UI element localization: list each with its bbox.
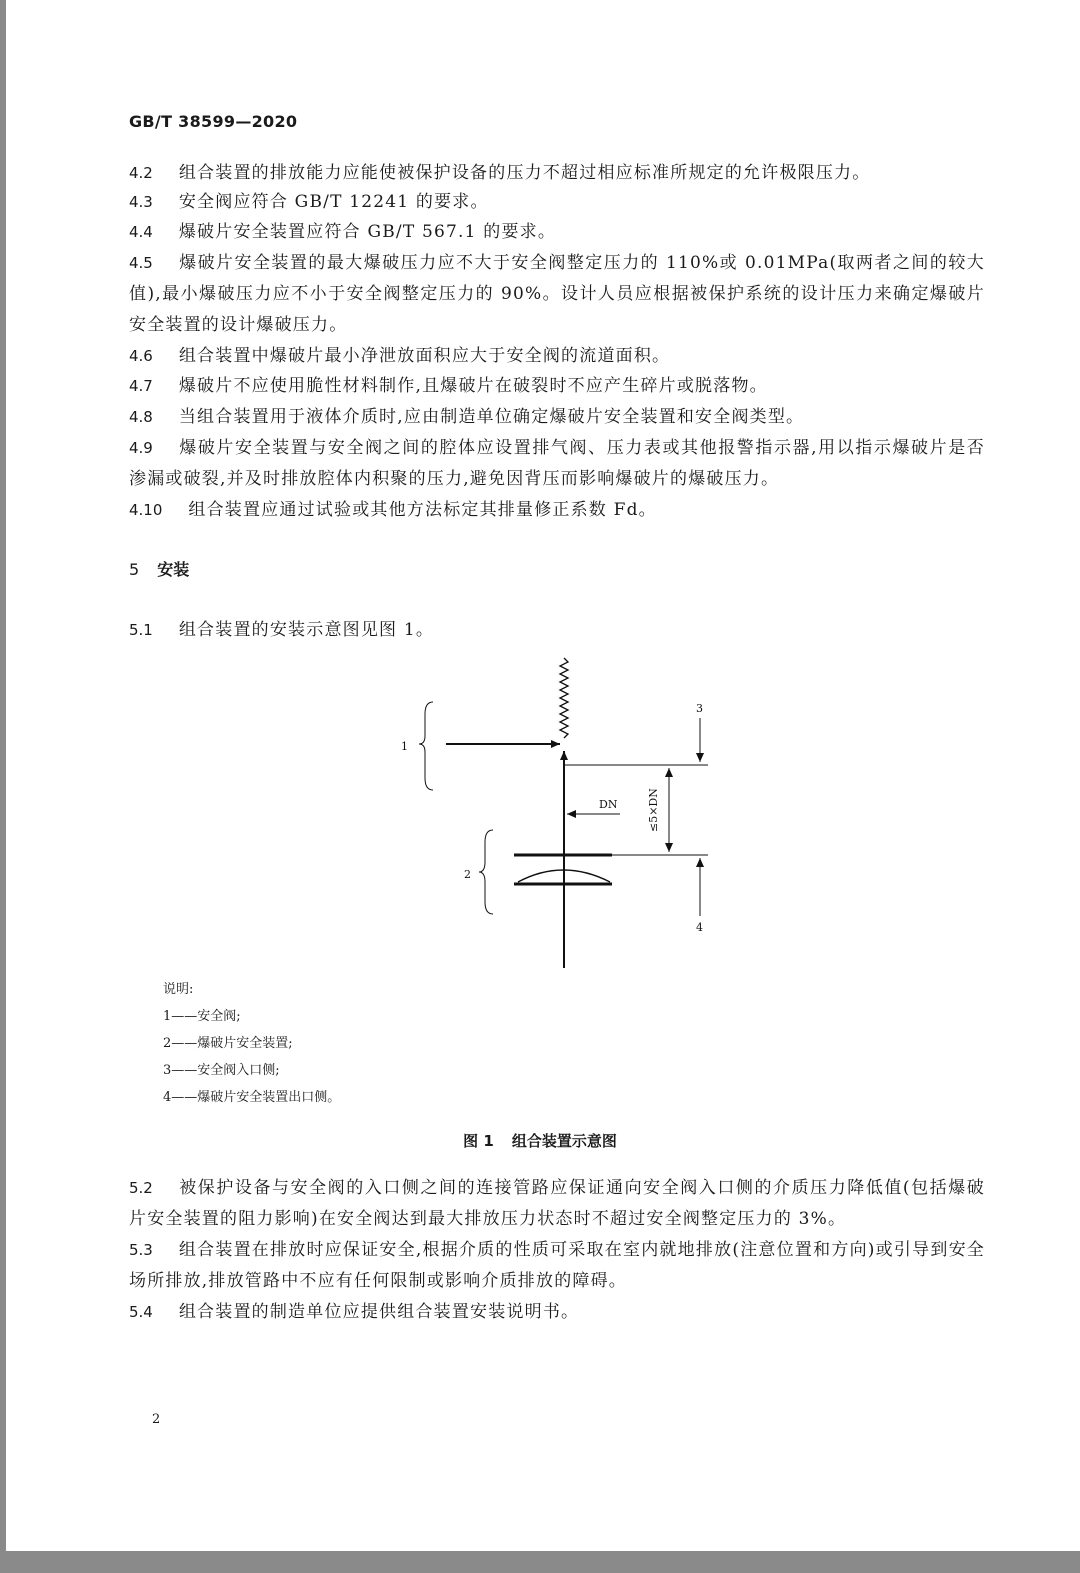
section-5-title: 5 安装: [129, 560, 190, 579]
legend-item: 1——安全阀;: [163, 1009, 241, 1024]
figure-legend: [163, 976, 340, 1111]
page-number: 2: [152, 1412, 161, 1427]
brace-2: [479, 830, 493, 914]
legend-item: 3——安全阀入口侧;: [163, 1063, 280, 1078]
brace-1: [419, 702, 433, 790]
clause-4-7: 4.7 爆破片不应使用脆性材料制作,且爆破片在破裂时不应产生碎片或脱落物。: [129, 376, 768, 396]
figure-label-2: 2: [464, 868, 471, 881]
page-edge-bottom: [0, 1551, 1080, 1573]
clause-4-2: 4.2 组合装置的排放能力应能使被保护设备的压力不超过相应标准所规定的允许极限压力。: [129, 163, 871, 183]
figure-label-4: 4: [696, 921, 703, 934]
clause-4-8: 4.8 当组合装置用于液体介质时,应由制造单位确定爆破片安全装置和安全阀类型。: [129, 407, 805, 427]
figure-label-3: 3: [696, 702, 703, 715]
figure-label-dn: DN: [599, 798, 618, 811]
clause-4-4: 4.4 爆破片安全装置应符合 GB/T 567.1 的要求。: [129, 222, 557, 242]
page-edge-left: [0, 0, 6, 1573]
clause-4-3: 4.3 安全阀应符合 GB/T 12241 的要求。: [129, 192, 489, 212]
clause-4-10: 4.10 组合装置应通过试验或其他方法标定其排量修正系数 Fd。: [129, 500, 657, 520]
legend-title: 说明:: [163, 982, 194, 997]
clause-4-9: 4.9 爆破片安全装置与安全阀之间的腔体应设置排气阀、压力表或其他报警指示器,用以指示爆破片是否渗漏或破裂,并及时排放腔体内积聚的压力,避免因背压而影响爆破片的爆破压力。: [129, 438, 985, 489]
safety-valve-spring: [560, 658, 568, 738]
standard-number: GB/T 38599—2020: [129, 112, 298, 131]
figure-1-diagram: [380, 650, 740, 980]
figure-label-dim: ≤5×DN: [647, 788, 660, 832]
figure-label-1: 1: [401, 740, 408, 753]
clause-5-2: 5.2 被保护设备与安全阀的入口侧之间的连接管路应保证通向安全阀入口侧的介质压力降低值(包括爆破片安全装置的阻力影响)在安全阀达到最大排放压力状态时不超过安全阀整定压力的 3%。: [129, 1178, 985, 1229]
legend-item: 2——爆破片安全装置;: [163, 1036, 293, 1051]
clause-4-6: 4.6 组合装置中爆破片最小净泄放面积应大于安全阀的流道面积。: [129, 346, 671, 366]
figure-caption: 图 1 组合装置示意图: [463, 1132, 617, 1150]
clause-5-4: 5.4 组合装置的制造单位应提供组合装置安装说明书。: [129, 1302, 580, 1322]
clause-4-5: 4.5 爆破片安全装置的最大爆破压力应不大于安全阀整定压力的 110%或 0.01MPa(取两者之间的较大值),最小爆破压力应不小于安全阀整定压力的 90%。设计人员应根据被保护系统的设计压力来确定爆破片安全装置的设计爆破压力。: [129, 253, 985, 335]
legend-item: 4——爆破片安全装置出口侧。: [163, 1090, 341, 1105]
clause-5-3: 5.3 组合装置在排放时应保证安全,根据介质的性质可采取在室内就地排放(注意位置和方向)或引导到安全场所排放,排放管路中不应有任何限制或影响介质排放的障碍。: [129, 1240, 985, 1291]
clause-5-1: 5.1 组合装置的安装示意图见图 1。: [129, 620, 435, 640]
